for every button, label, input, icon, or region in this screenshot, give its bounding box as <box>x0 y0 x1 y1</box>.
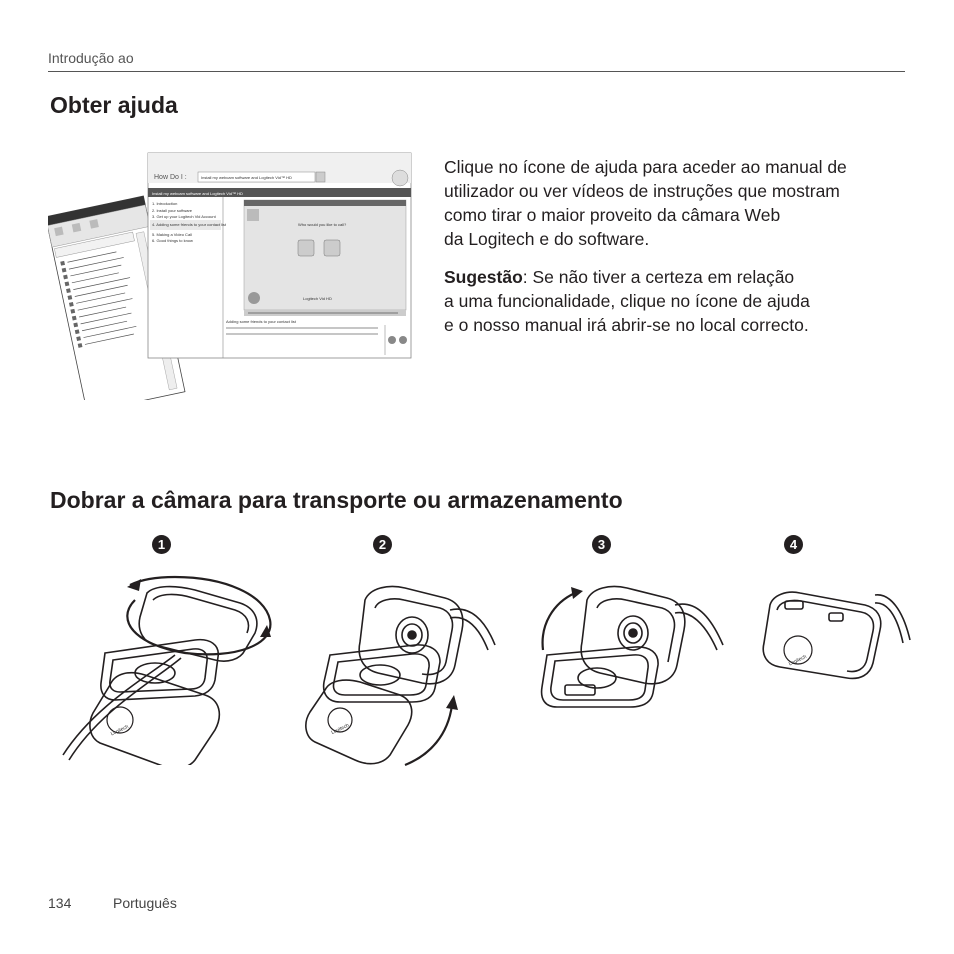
logitech-logo: Logitech <box>330 722 351 736</box>
logitech-logo: Logitech <box>787 653 808 668</box>
step-badge-3: 3 <box>592 535 611 554</box>
topic-item: 5. Making a Video Call <box>152 232 192 237</box>
help-main-window <box>148 153 411 358</box>
fold-step-1-illustration <box>55 565 280 765</box>
help-paragraph-line: Clique no ícone de ajuda para aceder ao manual de <box>444 157 847 177</box>
how-do-i-value: Install my webcam software and Logitech Vid™ HD <box>201 175 292 180</box>
logitech-logo: Logitech <box>109 723 130 738</box>
fold-step-2-illustration <box>300 570 500 770</box>
section-title-help: Obter ajuda <box>50 92 178 118</box>
help-paragraph-line: como tirar o maior proveito da câmara Web <box>444 205 781 225</box>
help-paragraph-line: da Logitech e do software. <box>444 229 650 249</box>
header-rule <box>48 71 905 72</box>
topic-item: 6. Good things to know <box>152 238 193 243</box>
topic-item: 4. Adding some friends to your contact list <box>152 222 227 227</box>
topic-item: 1. Introduction <box>152 201 178 206</box>
step-badge-1: 1 <box>152 535 171 554</box>
tip-first-line-text: : Se não tiver a certeza em relação <box>522 267 795 287</box>
running-header: Introdução ao <box>48 50 134 66</box>
fold-step-4-illustration <box>755 575 915 695</box>
tip-line: e o nosso manual irá abrir-se no local correcto. <box>444 315 809 335</box>
tip-label: Sugestão <box>444 267 523 287</box>
banner-text: Install my webcam software and Logitech Vid™ HD <box>152 191 243 196</box>
tip-line: a uma funcionalidade, clique no ícone de ajuda <box>444 291 810 311</box>
topic-item: 3. Get up your Logitech Vid Account <box>152 214 216 219</box>
footer-language: Português <box>113 895 177 911</box>
step-badge-4: 4 <box>784 535 803 554</box>
help-screenshot-illustration <box>48 150 418 400</box>
tip-paragraph <box>444 265 894 337</box>
fold-step-3-illustration <box>535 575 735 735</box>
topic-item: 2. Install your software <box>152 208 193 213</box>
page-number: 134 <box>48 895 72 911</box>
help-paragraph-line: utilizador ou ver vídeos de instruções que mostram <box>444 181 840 201</box>
app-name: Logitech Vid HD <box>303 296 332 301</box>
call-question: Who would you like to call? <box>298 222 347 227</box>
section-title-fold: Dobrar a câmara para transporte ou armazenamento <box>50 487 623 513</box>
tip-first-line <box>444 265 894 289</box>
help-paragraph <box>444 155 894 251</box>
how-do-i-label: How Do I : <box>154 174 187 181</box>
caption-title: Adding some friends to your contact list <box>226 319 296 324</box>
step-badge-2: 2 <box>373 535 392 554</box>
